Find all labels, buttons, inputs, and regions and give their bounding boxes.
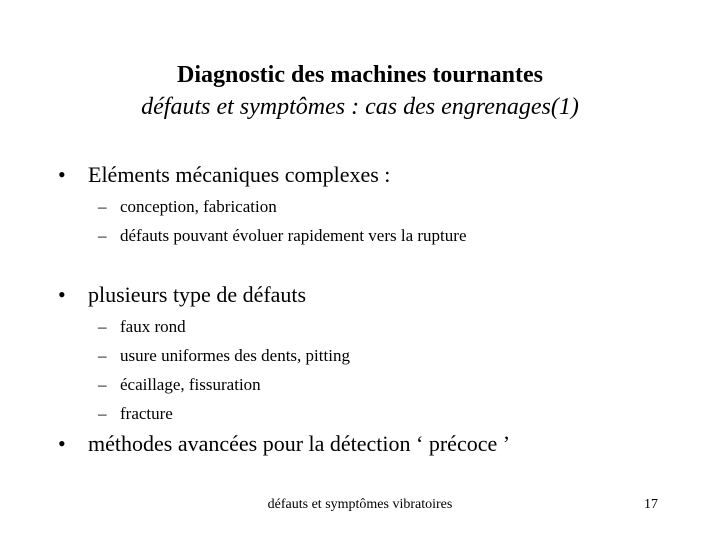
page-number: 17: [644, 497, 658, 512]
sub-item: [98, 316, 186, 337]
sub-item-text: faux rond: [120, 317, 186, 336]
bullet-item: [58, 282, 306, 308]
sub-item-text: écaillage, fissuration: [120, 375, 261, 394]
dash-marker: –: [98, 375, 107, 394]
bullet-marker: •: [58, 431, 66, 456]
dash-marker: –: [98, 317, 107, 336]
dash-marker: –: [98, 404, 107, 423]
bullet-marker: •: [58, 282, 66, 307]
dash-marker: –: [98, 197, 107, 216]
bullet-item: [58, 431, 510, 457]
sub-item: [98, 345, 350, 366]
sub-item-text: conception, fabrication: [120, 197, 277, 216]
slide-title: [0, 60, 720, 122]
bullet-text: Eléments mécaniques complexes :: [88, 162, 391, 187]
dash-marker: –: [98, 346, 107, 365]
bullet-item: [58, 162, 390, 188]
title-subtitle: défauts et symptômes : cas des engrenages(1): [141, 94, 579, 120]
sub-item-text: usure uniformes des dents, pitting: [120, 346, 350, 365]
dash-marker: –: [98, 226, 107, 245]
sub-item: [98, 196, 277, 217]
sub-item-text: fracture: [120, 404, 173, 423]
footer-caption: défauts et symptômes vibratoires: [267, 497, 453, 512]
title-main: Diagnostic des machines tournantes: [176, 62, 543, 88]
sub-item: [98, 403, 173, 424]
sub-item: [98, 374, 261, 395]
sub-item-text: défauts pouvant évoluer rapidement vers la rupture: [120, 226, 467, 245]
bullet-text: méthodes avancées pour la détection ‘ précoce ’: [88, 431, 511, 456]
bullet-text: plusieurs type de défauts: [88, 282, 307, 307]
sub-item: [98, 225, 466, 246]
bullet-marker: •: [58, 162, 66, 187]
